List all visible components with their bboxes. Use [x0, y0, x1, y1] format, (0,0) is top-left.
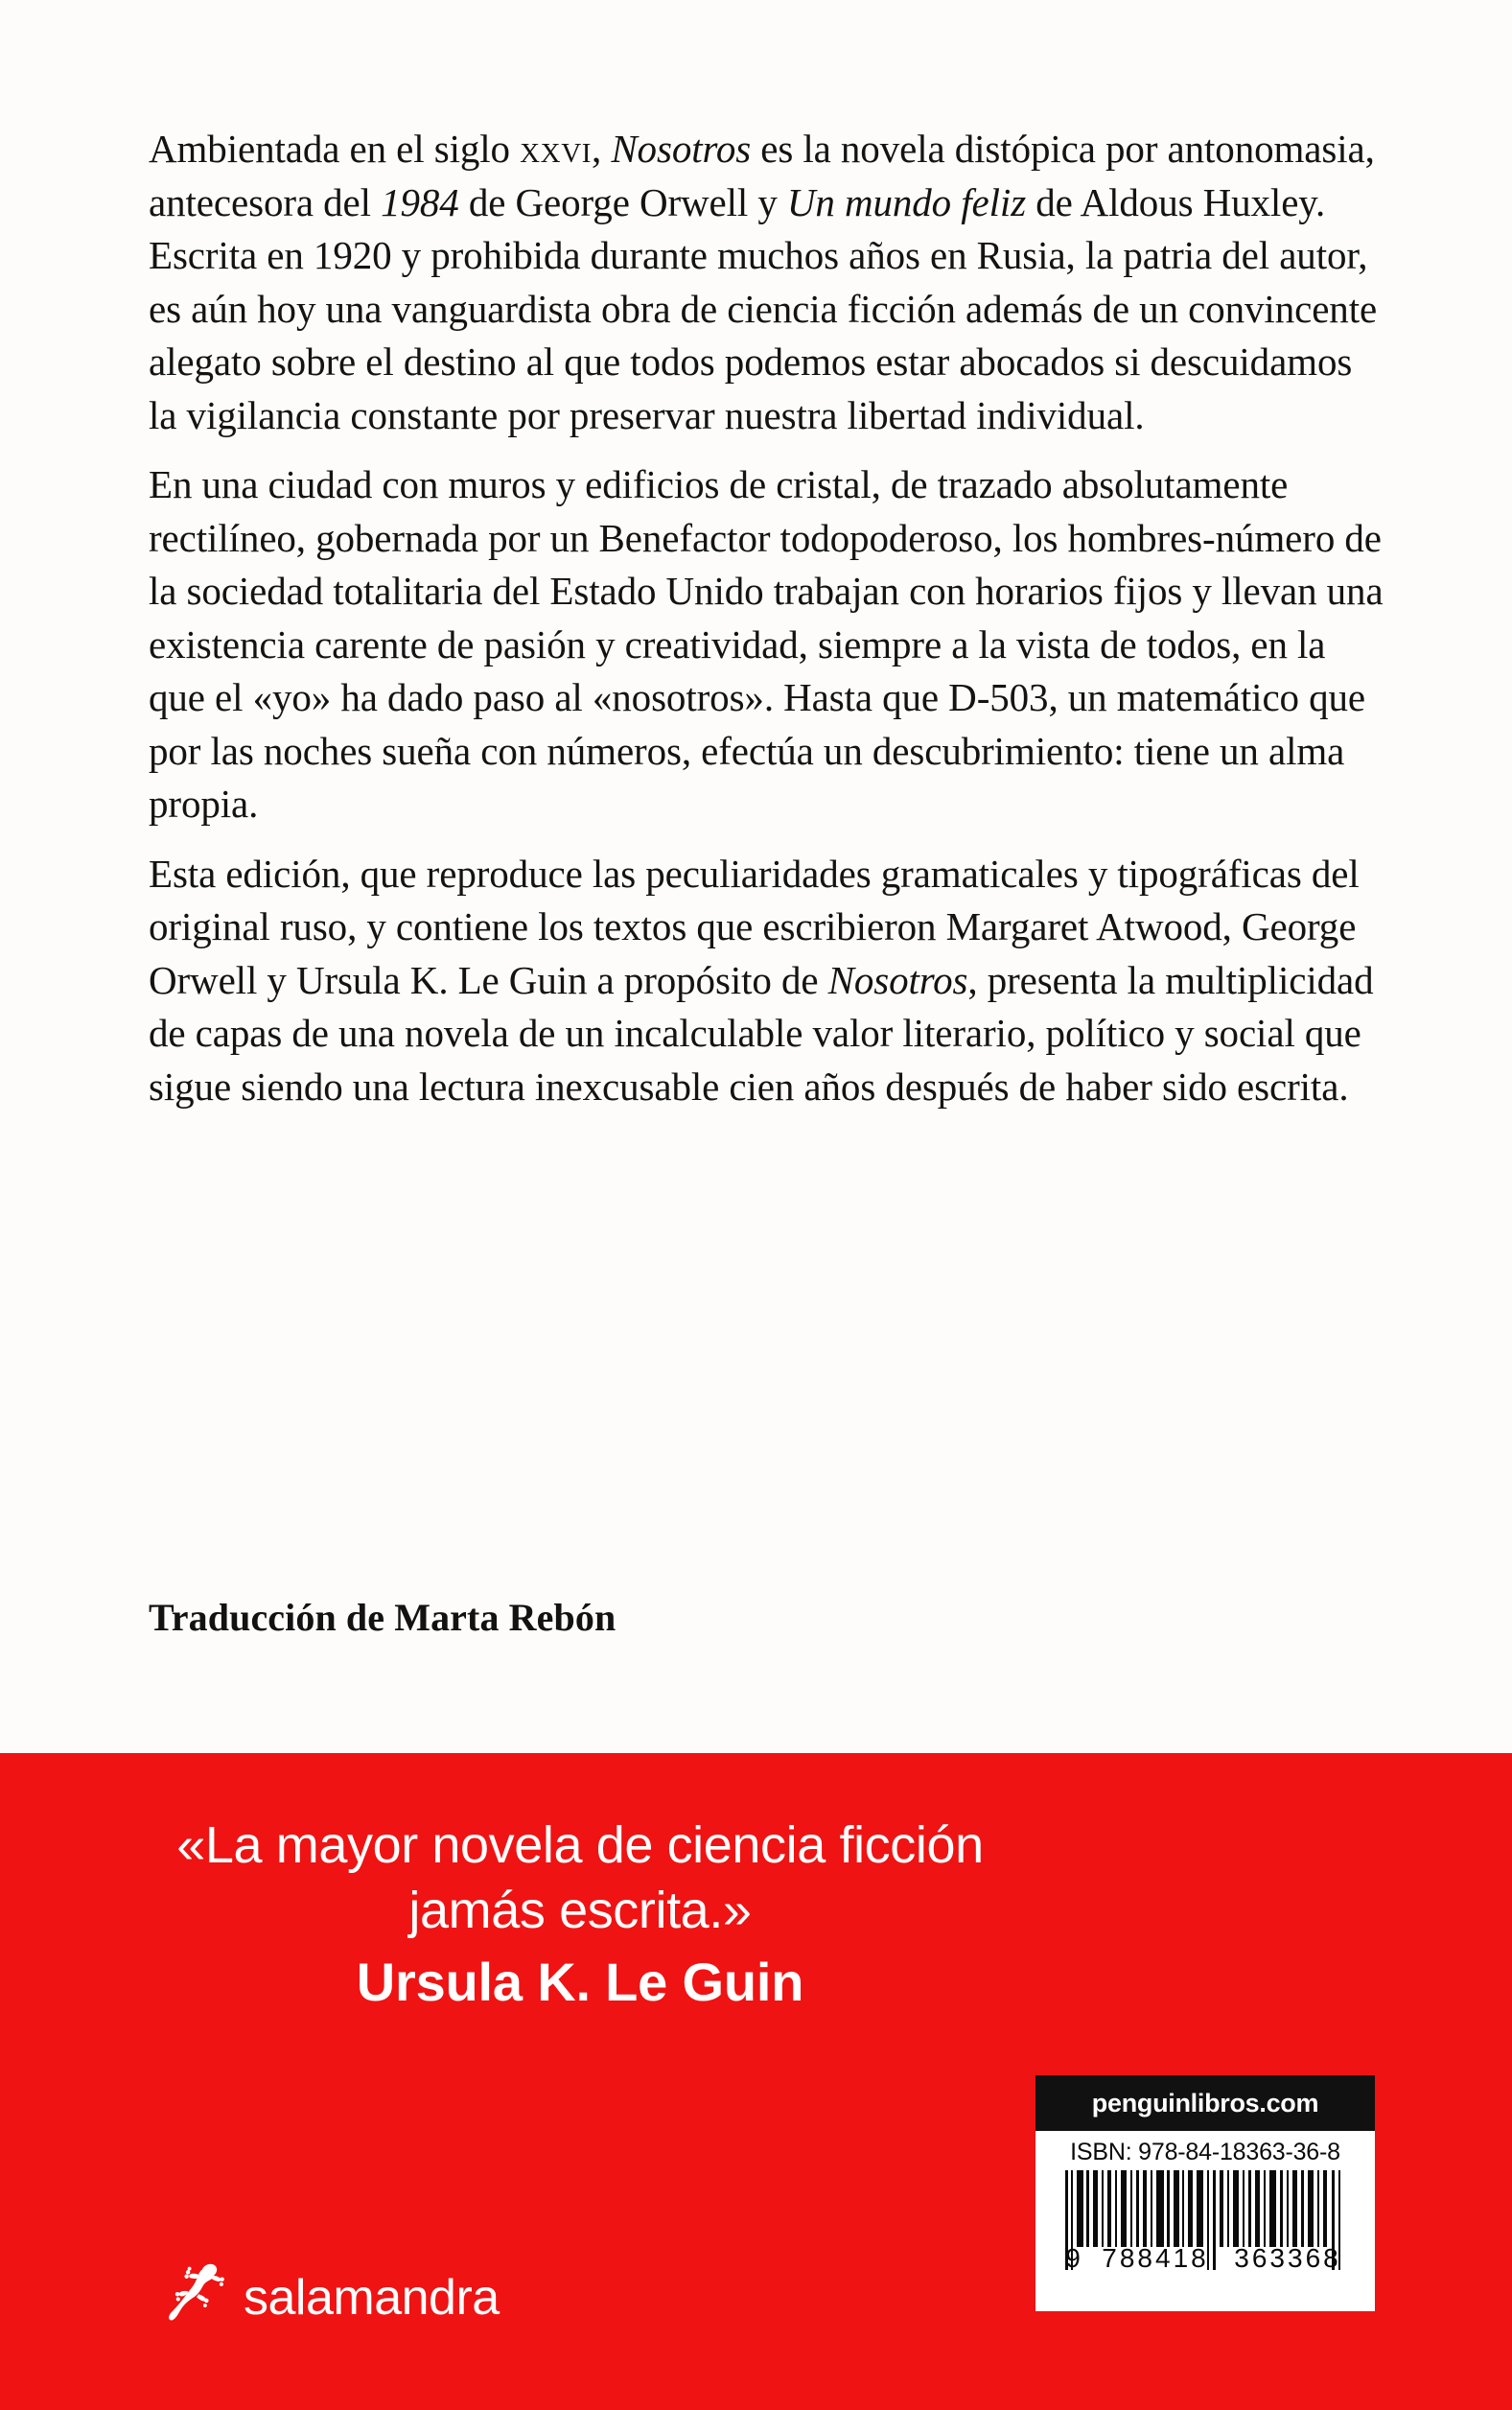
text-run: Ambientada en el siglo	[149, 127, 521, 171]
pull-quote-line-1: «La mayor novela de ciencia ficción	[176, 1816, 984, 1874]
barcode-digit-leading: 9	[1065, 2243, 1081, 2273]
text-run: de George Orwell y	[458, 179, 787, 224]
penguin-website-label: penguinlibros.com	[1091, 2088, 1319, 2118]
barcode-digits	[1057, 2243, 1354, 2274]
text-run: ,	[592, 127, 612, 171]
barcode-digit-group-2: 363368	[1234, 2243, 1341, 2273]
italic-run: Un mundo feliz	[786, 179, 1027, 224]
italic-run: 1984	[381, 179, 459, 224]
text-run: es la novela distópica por antonomasia, antecesora del	[149, 127, 1375, 224]
pull-quote-line-2: jamás escrita.»	[408, 1882, 752, 1939]
blurb-paragraph-3	[149, 848, 1385, 1114]
text-run: Esta edición, que reproduce las peculiaridades gramaticales y tipográficas del original ruso, y contiene los textos que escribieron Margaret Atwood, George Orwell y Ursula K. Le Guin a propósito de	[149, 851, 1360, 1002]
italic-run: Nosotros	[827, 957, 968, 1002]
penguin-url-band	[1035, 2075, 1375, 2131]
text-run: , presenta la multiplicidad de capas de una novela de un incalculable valor literario, político y social que sigue siendo una lectura inexcusable cien años después de haber sido escrita.	[149, 957, 1374, 1109]
publisher-name: salamandra	[244, 2270, 500, 2326]
pull-quote-block	[134, 1813, 1026, 2016]
blurb-paragraph-1	[149, 123, 1385, 442]
blurb-paragraph-2	[149, 458, 1385, 831]
barcode-digit-group-1: 788418	[1102, 2243, 1209, 2273]
italic-run: Nosotros	[611, 127, 752, 171]
smallcaps-run: xxvi	[520, 127, 592, 171]
barcode-box	[1035, 2075, 1375, 2311]
translator-credit: Traducción de Marta Rebón	[149, 1596, 616, 1639]
salamander-icon	[161, 2256, 232, 2328]
text-run: de Aldous Huxley. Escrita en 1920 y prohibida durante muchos años en Rusia, la patria del autor, es aún hoy una vanguardista obra de ciencia ficción además de un convincente alegato sobre el destino al que todos podemos estar abocados si descuidamos la vigilancia constante por preservar nuestra libertad individual.	[149, 179, 1378, 437]
isbn-label: ISBN: 978-84-18363-36-8	[1070, 2139, 1340, 2165]
text-run: En una ciudad con muros y edificios de cristal, de trazado absolutamente rectilíneo, gobernada por un Benefactor todopoderoso, los hombres-número de la sociedad totalitaria del Estado Unido trabajan con horarios fijos y llevan una existencia carente de pasión y creatividad, siempre a la vista de todos, en la que el «yo» ha dado paso al «nosotros». Hasta que D-503, un matemático que por las noches sueña con números, efectúa un descubrimiento: tiene un alma propia.	[149, 462, 1384, 826]
pull-quote-attribution: Ursula K. Le Guin	[356, 1952, 804, 2012]
publisher-logo	[161, 2256, 500, 2328]
blurb-text-block	[149, 123, 1385, 1130]
